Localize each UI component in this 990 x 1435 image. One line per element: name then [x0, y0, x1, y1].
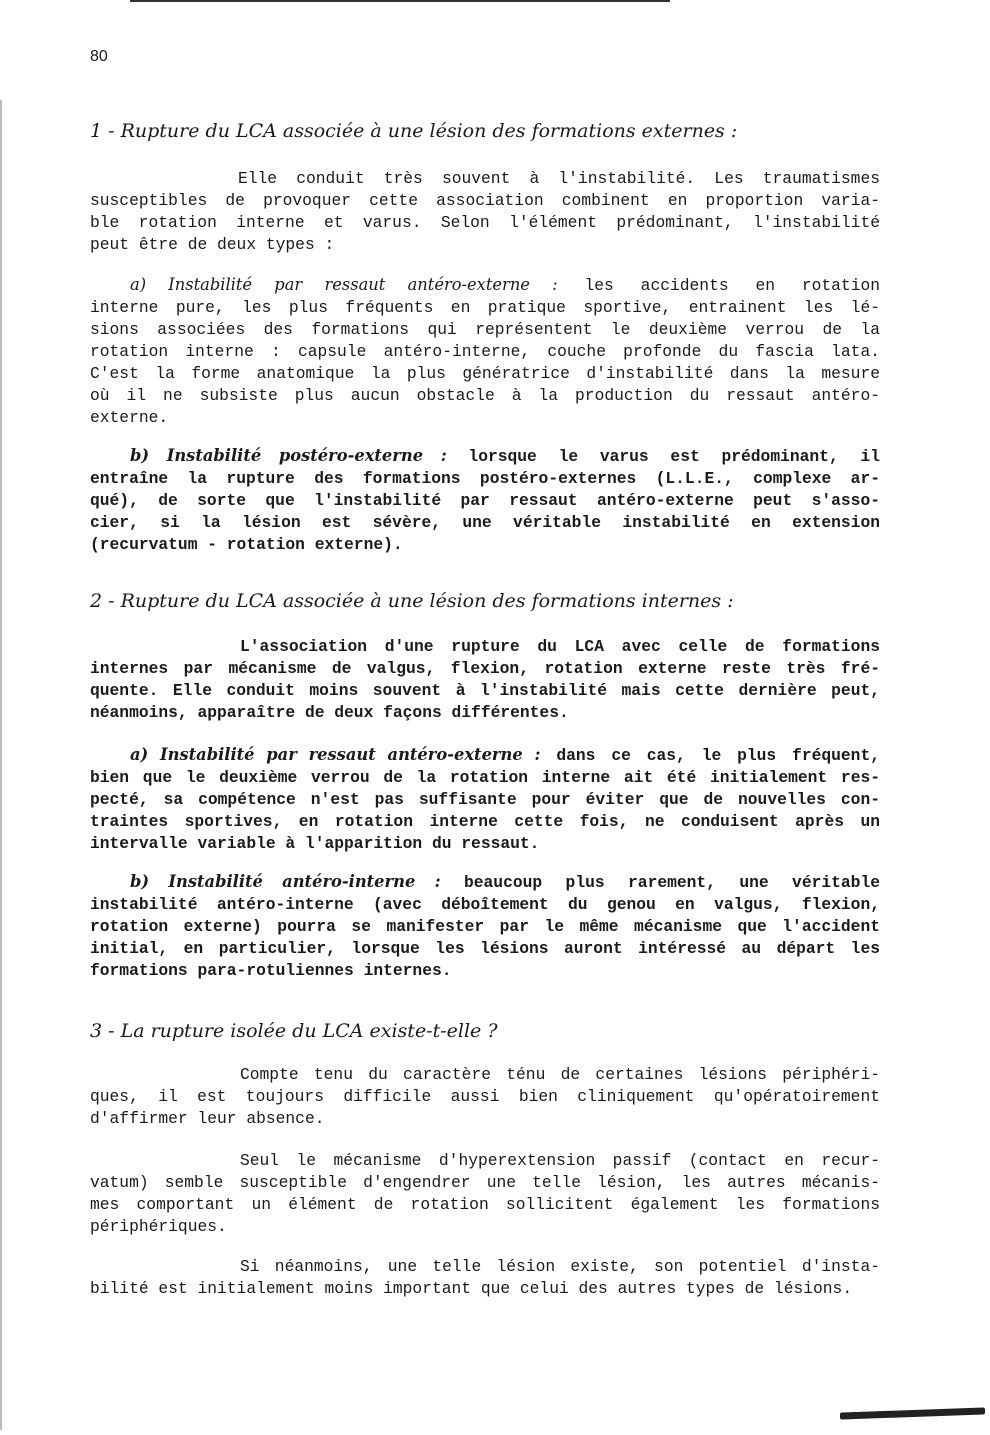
- text-line: intervalle variable à l'apparition du ressaut.: [90, 834, 540, 853]
- section-3-paragraph-2: [90, 1150, 880, 1238]
- text-line: Seul le mécanisme d'hyperextension passif (contact en recur-: [240, 1151, 880, 1170]
- text-line: mes comportant un élément de rotation sollicitent également les formations: [90, 1195, 880, 1214]
- text-line: [90, 871, 880, 894]
- text-line: cier, si la lésion est sévère, une véritable instabilité en extension: [90, 513, 880, 532]
- left-margin-rule: [0, 100, 2, 1430]
- text-line: Compte tenu du caractère ténu de certaines lésions périphéri-: [240, 1065, 880, 1084]
- text-span: lorsque le varus est prédominant, il: [446, 447, 880, 466]
- text-line: instabilité antéro-interne (avec déboîtement du genou en valgus, flexion,: [90, 895, 880, 914]
- text-line: (recurvatum - rotation externe).: [90, 535, 403, 554]
- text-line: interne pure, les plus fréquents en pratique sportive, entrainent les lé-: [90, 298, 880, 317]
- text-line: ble rotation interne et varus. Selon l'élément prédominant, l'instabilité: [90, 213, 880, 232]
- section-3-heading: 3 - La rupture isolée du LCA existe-t-elle ?: [90, 1020, 498, 1042]
- text-span: beaucoup plus rarement, une véritable: [440, 873, 880, 892]
- text-line: d'affirmer leur absence.: [90, 1109, 325, 1128]
- subsection-lead: b) Instabilité antéro-interne :: [130, 872, 441, 891]
- subsection-lead: b) Instabilité postéro-externe :: [130, 446, 447, 465]
- text-line: susceptibles de provoquer cette association combinent en proportion varia-: [90, 191, 880, 210]
- section-3-paragraph-1: [90, 1064, 880, 1130]
- text-line: bien que le deuxième verrou de la rotation interne ait été initialement res-: [90, 768, 880, 787]
- text-line: bilité est initialement moins important que celui des autres types de lésions.: [90, 1279, 853, 1298]
- text-line: néanmoins, apparaître de deux façons différentes.: [90, 703, 569, 722]
- section-1-subsection-b: [90, 445, 880, 556]
- text-span: les accidents en rotation: [557, 276, 880, 295]
- text-span: dans ce cas, le plus fréquent,: [540, 746, 880, 765]
- text-line: Elle conduit très souvent à l'instabilité. Les traumatismes: [238, 169, 880, 188]
- section-2-heading: 2 - Rupture du LCA associée à une lésion des formations internes :: [90, 590, 734, 612]
- text-line: peut être de deux types :: [90, 235, 335, 254]
- text-line: Si néanmoins, une telle lésion existe, son potentiel d'insta-: [240, 1257, 880, 1276]
- text-line: entraîne la rupture des formations postéro-externes (L.L.E., complexe ar-: [90, 469, 880, 488]
- text-line: internes par mécanisme de valgus, flexion, rotation externe reste très fré-: [90, 659, 880, 678]
- section-2-subsection-b: [90, 871, 880, 982]
- text-line: initial, en particulier, lorsque les lésions auront intéressé au départ les: [90, 939, 880, 958]
- text-line: où il ne subsiste plus aucun obstacle à la production du ressaut antéro-: [90, 386, 880, 405]
- text-line: [90, 445, 880, 468]
- ink-mark: [840, 1407, 985, 1419]
- subsection-lead: a) Instabilité par ressaut antéro-externe :: [130, 275, 558, 294]
- text-line: C'est la forme anatomique la plus génératrice d'instabilité dans la mesure: [90, 364, 880, 383]
- section-2-paragraph-1: [90, 636, 880, 724]
- section-1-subsection-a: [90, 274, 880, 429]
- section-1-paragraph-1: [90, 168, 880, 256]
- text-line: [90, 274, 880, 297]
- text-line: externe.: [90, 408, 169, 427]
- text-line: traintes sportives, en rotation interne cette fois, ne conduisent après un: [90, 812, 880, 831]
- subsection-lead: a) Instabilité par ressaut antéro-externe :: [130, 745, 541, 764]
- top-rule: [130, 0, 670, 2]
- text-line: ques, il est toujours difficile aussi bien cliniquement qu'opératoirement: [90, 1087, 880, 1106]
- text-line: rotation externe) pourra se manifester par le même mécanisme que l'accident: [90, 917, 880, 936]
- text-line: quente. Elle conduit moins souvent à l'instabilité mais cette dernière peut,: [90, 681, 880, 700]
- text-line: L'association d'une rupture du LCA avec celle de formations: [240, 637, 880, 656]
- section-1-heading: 1 - Rupture du LCA associée à une lésion des formations externes :: [90, 120, 738, 142]
- text-line: rotation interne : capsule antéro-interne, couche profonde du fascia lata.: [90, 342, 880, 361]
- text-line: vatum) semble susceptible d'engendrer une telle lésion, les autres mécanis-: [90, 1173, 880, 1192]
- section-3-paragraph-3: [90, 1256, 880, 1300]
- section-2-subsection-a: [90, 744, 880, 855]
- text-line: périphériques.: [90, 1217, 227, 1236]
- text-line: formations para-rotuliennes internes.: [90, 961, 452, 980]
- text-line: pecté, sa compétence n'est pas suffisante pour éviter que de nouvelles con-: [90, 790, 880, 809]
- text-line: sions associées des formations qui représentent le deuxième verrou de la: [90, 320, 880, 339]
- page-number: 80: [90, 48, 108, 65]
- text-line: [90, 744, 880, 767]
- text-line: qué), de sorte que l'instabilité par ressaut antéro-externe peut s'asso-: [90, 491, 880, 510]
